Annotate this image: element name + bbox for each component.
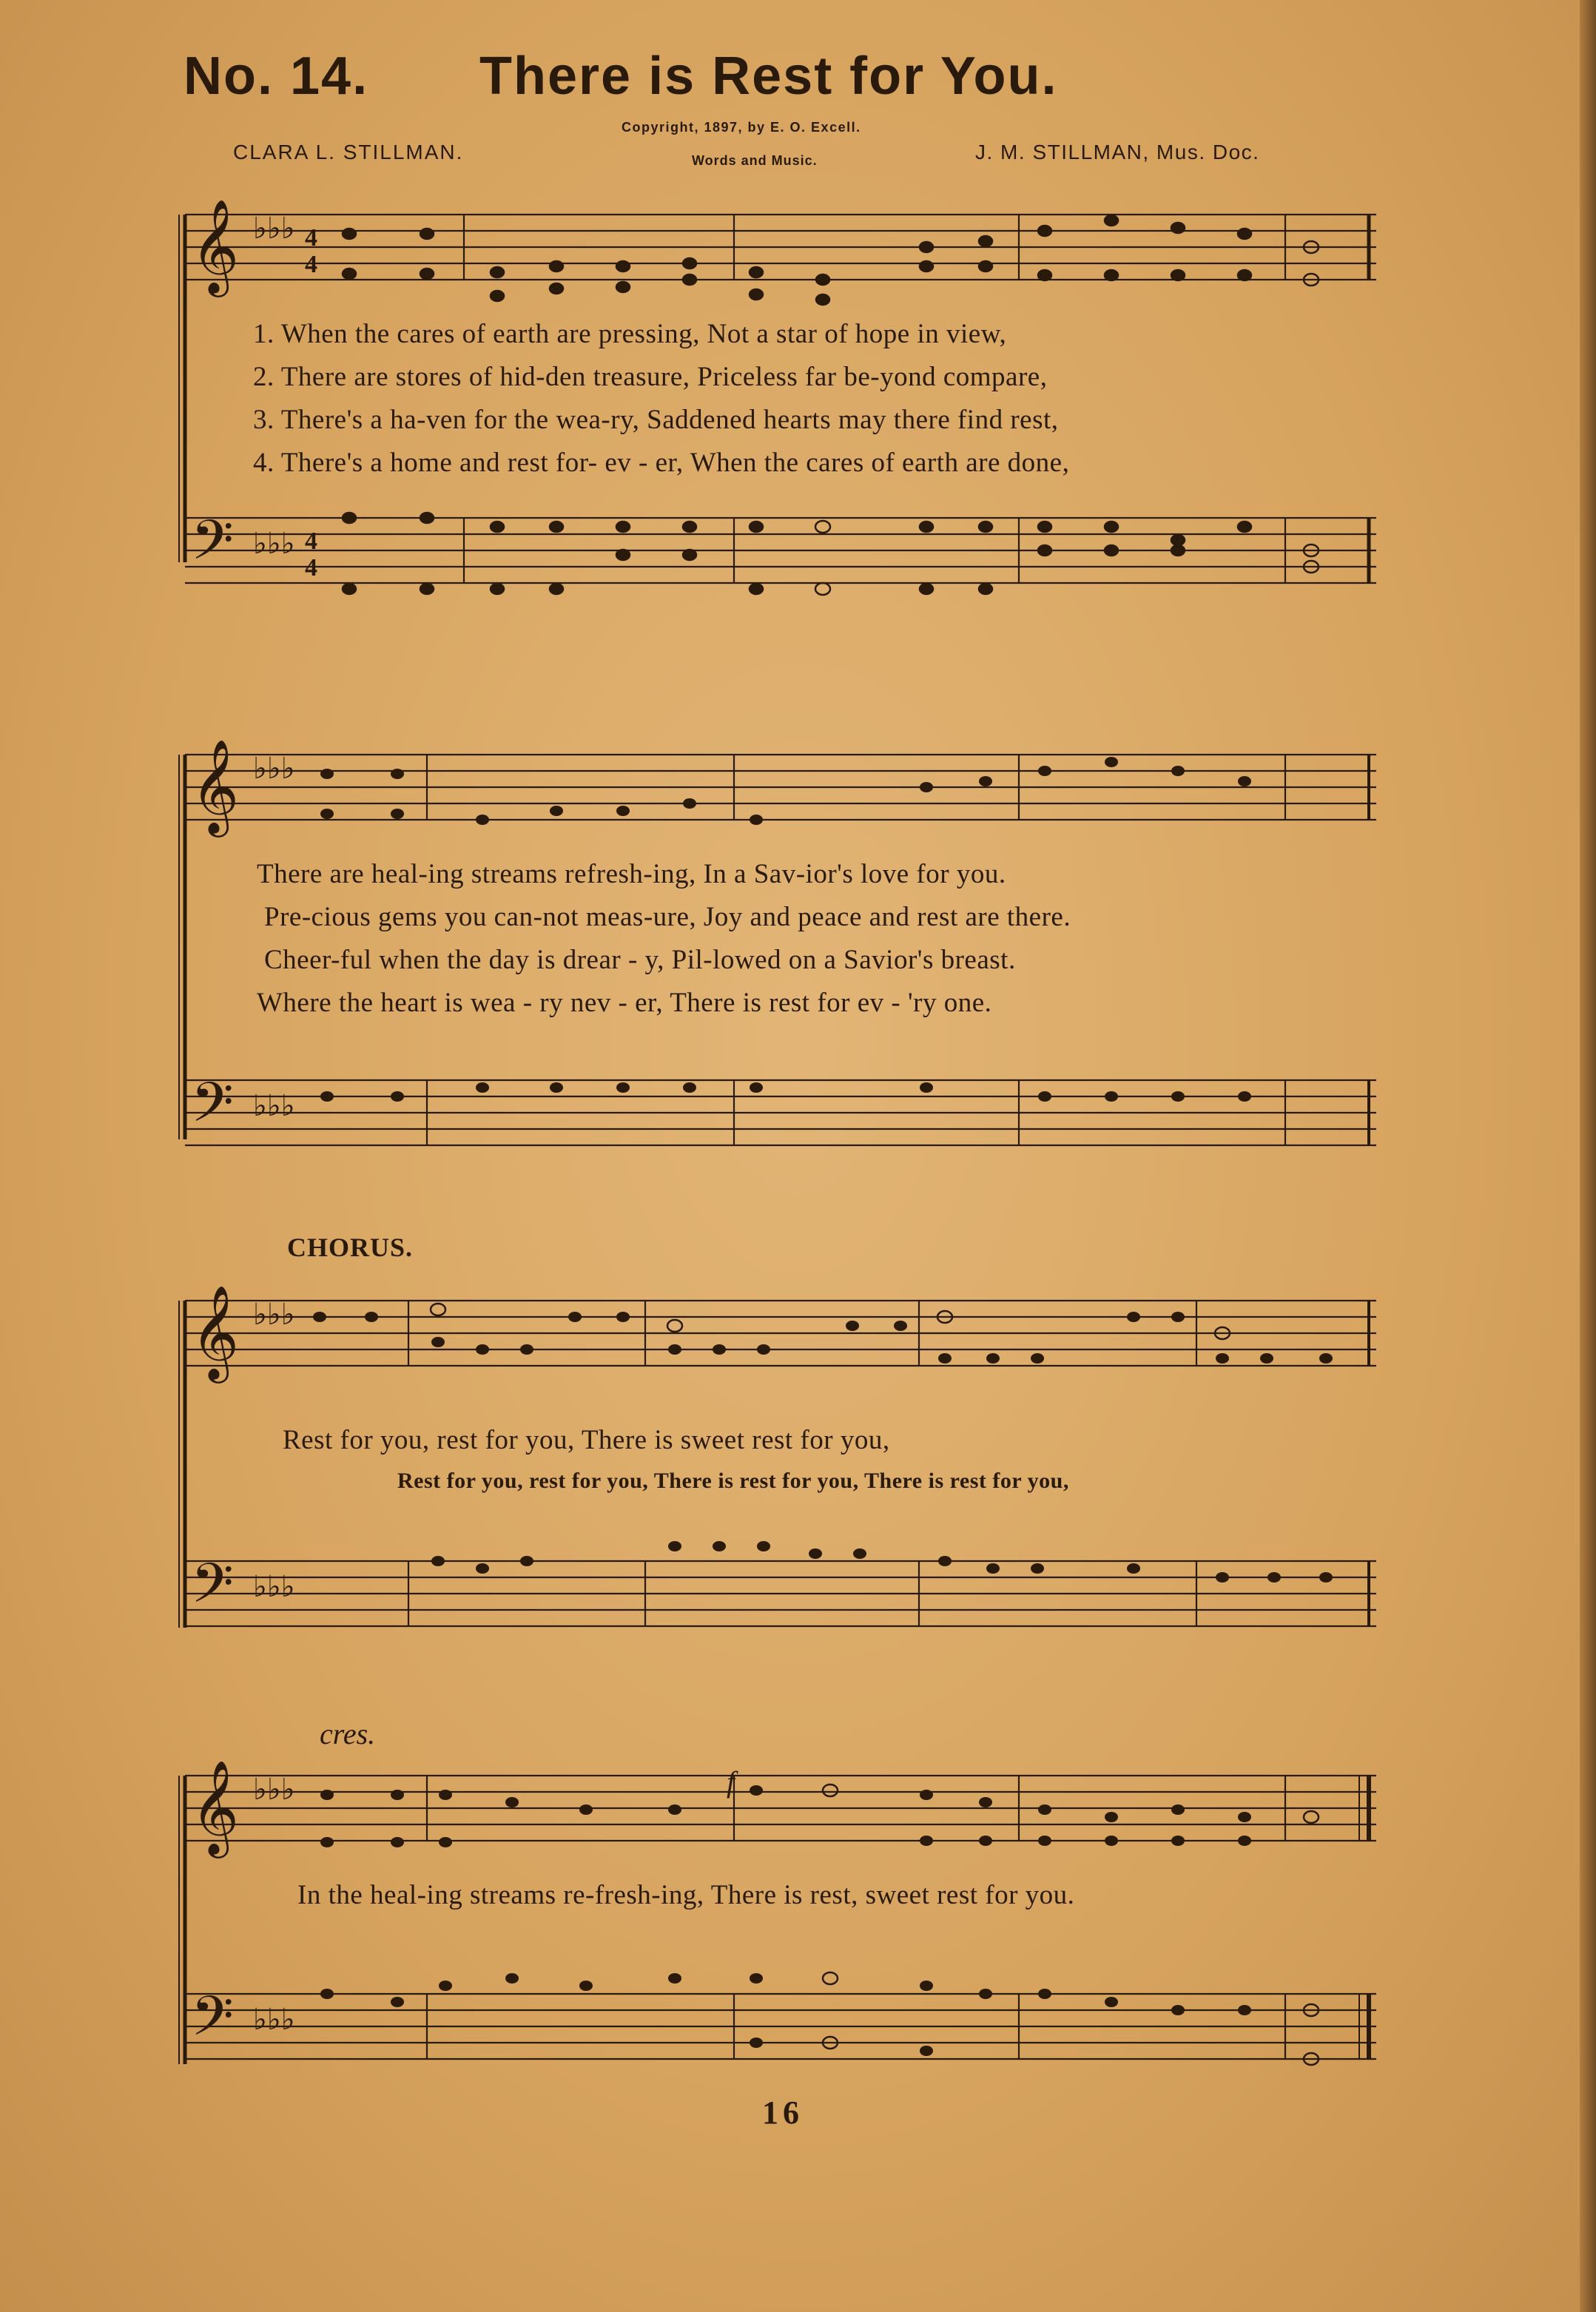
title-row	[183, 46, 1412, 112]
music-system-3	[172, 1284, 1385, 1642]
svg-text:𝄞: 𝄞	[191, 1759, 240, 1854]
verse-line-3: 3. There's a ha-ven for the wea-ry, Saddened hearts may there find rest,	[253, 405, 1059, 435]
svg-text:4: 4	[305, 528, 317, 555]
svg-text:𝄞: 𝄞	[191, 198, 240, 293]
chorus-line-1: Rest for you, rest for you, There is sweet rest for you,	[283, 1425, 890, 1455]
svg-text:♭♭♭: ♭♭♭	[253, 212, 295, 245]
composer-credit: J. M. STILLMAN, Mus. Doc.	[975, 141, 1260, 164]
svg-text:𝄢: 𝄢	[191, 508, 234, 586]
svg-text:𝄞: 𝄞	[191, 738, 240, 833]
verse-line-8: Where the heart is wea - ry nev - er, There is rest for ev - 'ry one.	[257, 988, 992, 1018]
verse-line-4: 4. There's a home and rest for- ev - er, When the cares of earth are done,	[253, 448, 1070, 478]
verse-line-7: Cheer-ful when the day is drear - y, Pil-lowed on a Savior's breast.	[264, 945, 1016, 975]
svg-text:♭♭♭: ♭♭♭	[253, 2003, 295, 2036]
staff-pair-4	[172, 1759, 1385, 2086]
crescendo-mark: cres.	[320, 1717, 376, 1750]
svg-text:♭♭♭: ♭♭♭	[253, 1773, 295, 1806]
chorus-line-2: In the heal-ing streams re-fresh-ing, There is rest, sweet rest for you.	[297, 1880, 1075, 1910]
svg-text:𝄢: 𝄢	[191, 1071, 234, 1148]
svg-text:♭♭♭: ♭♭♭	[253, 1089, 295, 1122]
staff-pair-3	[172, 1284, 1385, 1642]
bass-staff	[185, 518, 1376, 583]
music-system-1	[172, 192, 1385, 607]
hymn-number: No. 14.	[183, 47, 369, 106]
svg-text:𝄢: 𝄢	[191, 1551, 234, 1629]
svg-text:♭♭♭: ♭♭♭	[253, 1570, 295, 1603]
verse-line-1: 1. When the cares of earth are pressing, Not a star of hope in view,	[253, 319, 1007, 349]
svg-text:♭♭♭: ♭♭♭	[253, 1298, 295, 1331]
page-edge	[1580, 0, 1596, 2312]
barlines	[464, 215, 1369, 583]
svg-text:♭♭♭: ♭♭♭	[253, 752, 295, 785]
copyright-line: Copyright, 1897, by E. O. Excell.	[622, 120, 861, 135]
treble-staff	[185, 215, 1376, 280]
hymn-title: There is Rest for You.	[479, 47, 1058, 106]
words-and-music-note: Words and Music.	[692, 153, 818, 168]
svg-text:♭♭♭: ♭♭♭	[253, 527, 295, 560]
forte-mark: f	[727, 1765, 735, 1799]
svg-text:4: 4	[305, 224, 317, 252]
svg-text:4: 4	[305, 251, 317, 278]
music-system-4	[172, 1759, 1385, 2086]
music-system-2	[172, 740, 1385, 1154]
staff-pair-1	[172, 192, 1385, 607]
lyricist-credit: CLARA L. STILLMAN.	[233, 141, 464, 164]
svg-text:4: 4	[305, 554, 317, 582]
chorus-label: CHORUS.	[287, 1233, 414, 1262]
svg-text:𝄞: 𝄞	[191, 1284, 240, 1379]
chorus-line-1-bass: Rest for you, rest for you, There is rest for you, There is rest for you,	[397, 1469, 1069, 1493]
svg-text:𝄢: 𝄢	[191, 1984, 234, 2062]
verse-line-6: Pre-cious gems you can-not meas-ure, Joy and peace and rest are there.	[264, 902, 1071, 932]
verse-line-5: There are heal-ing streams refresh-ing, In a Sav-ior's love for you.	[257, 859, 1006, 889]
verse-line-2: 2. There are stores of hid-den treasure, Priceless far be-yond compare,	[253, 362, 1048, 392]
page-number: 16	[762, 2094, 804, 2131]
